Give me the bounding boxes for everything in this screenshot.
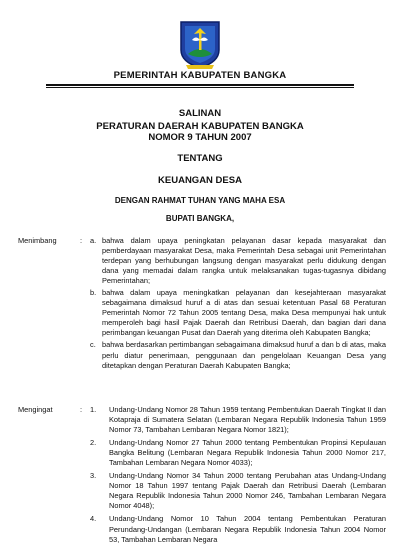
considering-item — [90, 340, 386, 370]
item-text: bahwa dalam upaya peningkatan pelayanan dasar kepada masyarakat dan pemberdayaan masyarakat Desa, maka Pemerintah Desa sebagai unit Pemerintahan terdepan yang berhubungan langsung dengan masyarakat perlu didukung dengan dana yang memadai dalam rangka untuk melaksanakan tugas-tugasnya dibidang Pemerintahan; — [102, 236, 386, 286]
considering-item — [90, 288, 386, 338]
recalling-item — [90, 405, 386, 435]
regency-emblem — [178, 20, 222, 70]
item-marker: 1. — [90, 405, 97, 414]
item-text: Undang-Undang Nomor 34 Tahun 2000 tentang Perubahan atas Undang-Undang Nomor 18 Tahun 1997 tentang Pajak Daerah dan Retribusi Daerah (Lembaran Negara Republik Indonesia Tahun 2000 Nomor 246, Tambahan Lembaran Negara Nomor 4048); — [109, 471, 386, 511]
recalling-item — [90, 514, 386, 544]
about-label: TENTANG — [177, 153, 223, 164]
header-divider-thin — [46, 87, 354, 88]
regent-line: BUPATI BANGKA, — [165, 214, 235, 223]
item-text: Undang-Undang Nomor 10 Tahun 2004 tentang Pembentukan Peraturan Perundang-Undangan (Lembaran Negara Republik Indonesia Tahun 2004 Nomor 53, Tambahan Lembaran Negara — [109, 514, 386, 544]
considering-label: Menimbang — [18, 236, 57, 245]
considering-colon: : — [80, 236, 83, 245]
considering-items — [90, 236, 386, 373]
divine-grace-line: DENGAN RAHMAT TUHAN YANG MAHA ESA — [114, 196, 286, 205]
header-divider-thick — [46, 84, 354, 86]
considering-item — [90, 236, 386, 286]
recalling-colon: : — [80, 405, 83, 414]
item-text: bahwa dalam upaya meningkatkan pelayanan dan kesejahteraan masyarakat sebagaimana dimaksud huruf a di atas dan sesuai ketentuan Pasal 68 Peraturan Pemerintah Nomor 72 Tahun 2005 tentang Desa, maka Desa mempunyai hak untuk memperoleh bagi hasil Pajak Daerah dan Retribusi Daerah, dan bagian dari dana perimbangan keuangan Pusat dan Daerah yang diterima oleh Kabupaten Bangka; — [102, 288, 386, 338]
item-text: Undang-Undang Nomor 27 Tahun 2000 tentang Pembentukan Propinsi Kepulauan Bangka Belitung (Lembaran Negara Republik Indonesia Tahun 2000 Nomor 217, Tambahan Lembaran Negara Nomor 4033); — [109, 438, 386, 468]
item-marker: 2. — [90, 438, 97, 448]
regulation-title: PERATURAN DAERAH KABUPATEN BANGKA — [96, 121, 304, 132]
recalling-item — [90, 471, 386, 511]
item-text: bahwa berdasarkan pertimbangan sebagaimana dimaksud huruf a dan b di atas, maka perlu diatur penerimaan, penggunaan dan pengelolaan Keuangan Desa yang ditetapkan dengan Peraturan Daerah Kabupaten Bangka; — [102, 340, 386, 370]
item-marker: b. — [90, 288, 97, 298]
item-text: Undang-Undang Nomor 28 Tahun 1959 tentang Pembentukan Daerah Tingkat II dan Kotapraja di Sumatera Selatan (Lembaran Negara Republik Indonesia Tahun 1959 Nomor 73, Tambahan Lembaran Negara Nomor 1821); — [109, 405, 386, 435]
recalling-item — [90, 438, 386, 468]
regulation-number: NOMOR 9 TAHUN 2007 — [148, 132, 252, 143]
recalling-label: Mengingat — [18, 405, 53, 414]
item-marker: 3. — [90, 471, 97, 481]
item-marker: 4. — [90, 514, 97, 524]
item-marker: c. — [90, 340, 96, 350]
item-marker: a. — [90, 236, 97, 245]
recalling-items — [90, 405, 386, 548]
government-header: PEMERINTAH KABUPATEN BANGKA — [113, 70, 287, 81]
regulation-subject: KEUANGAN DESA — [158, 175, 242, 186]
copy-label: SALINAN — [178, 108, 222, 119]
